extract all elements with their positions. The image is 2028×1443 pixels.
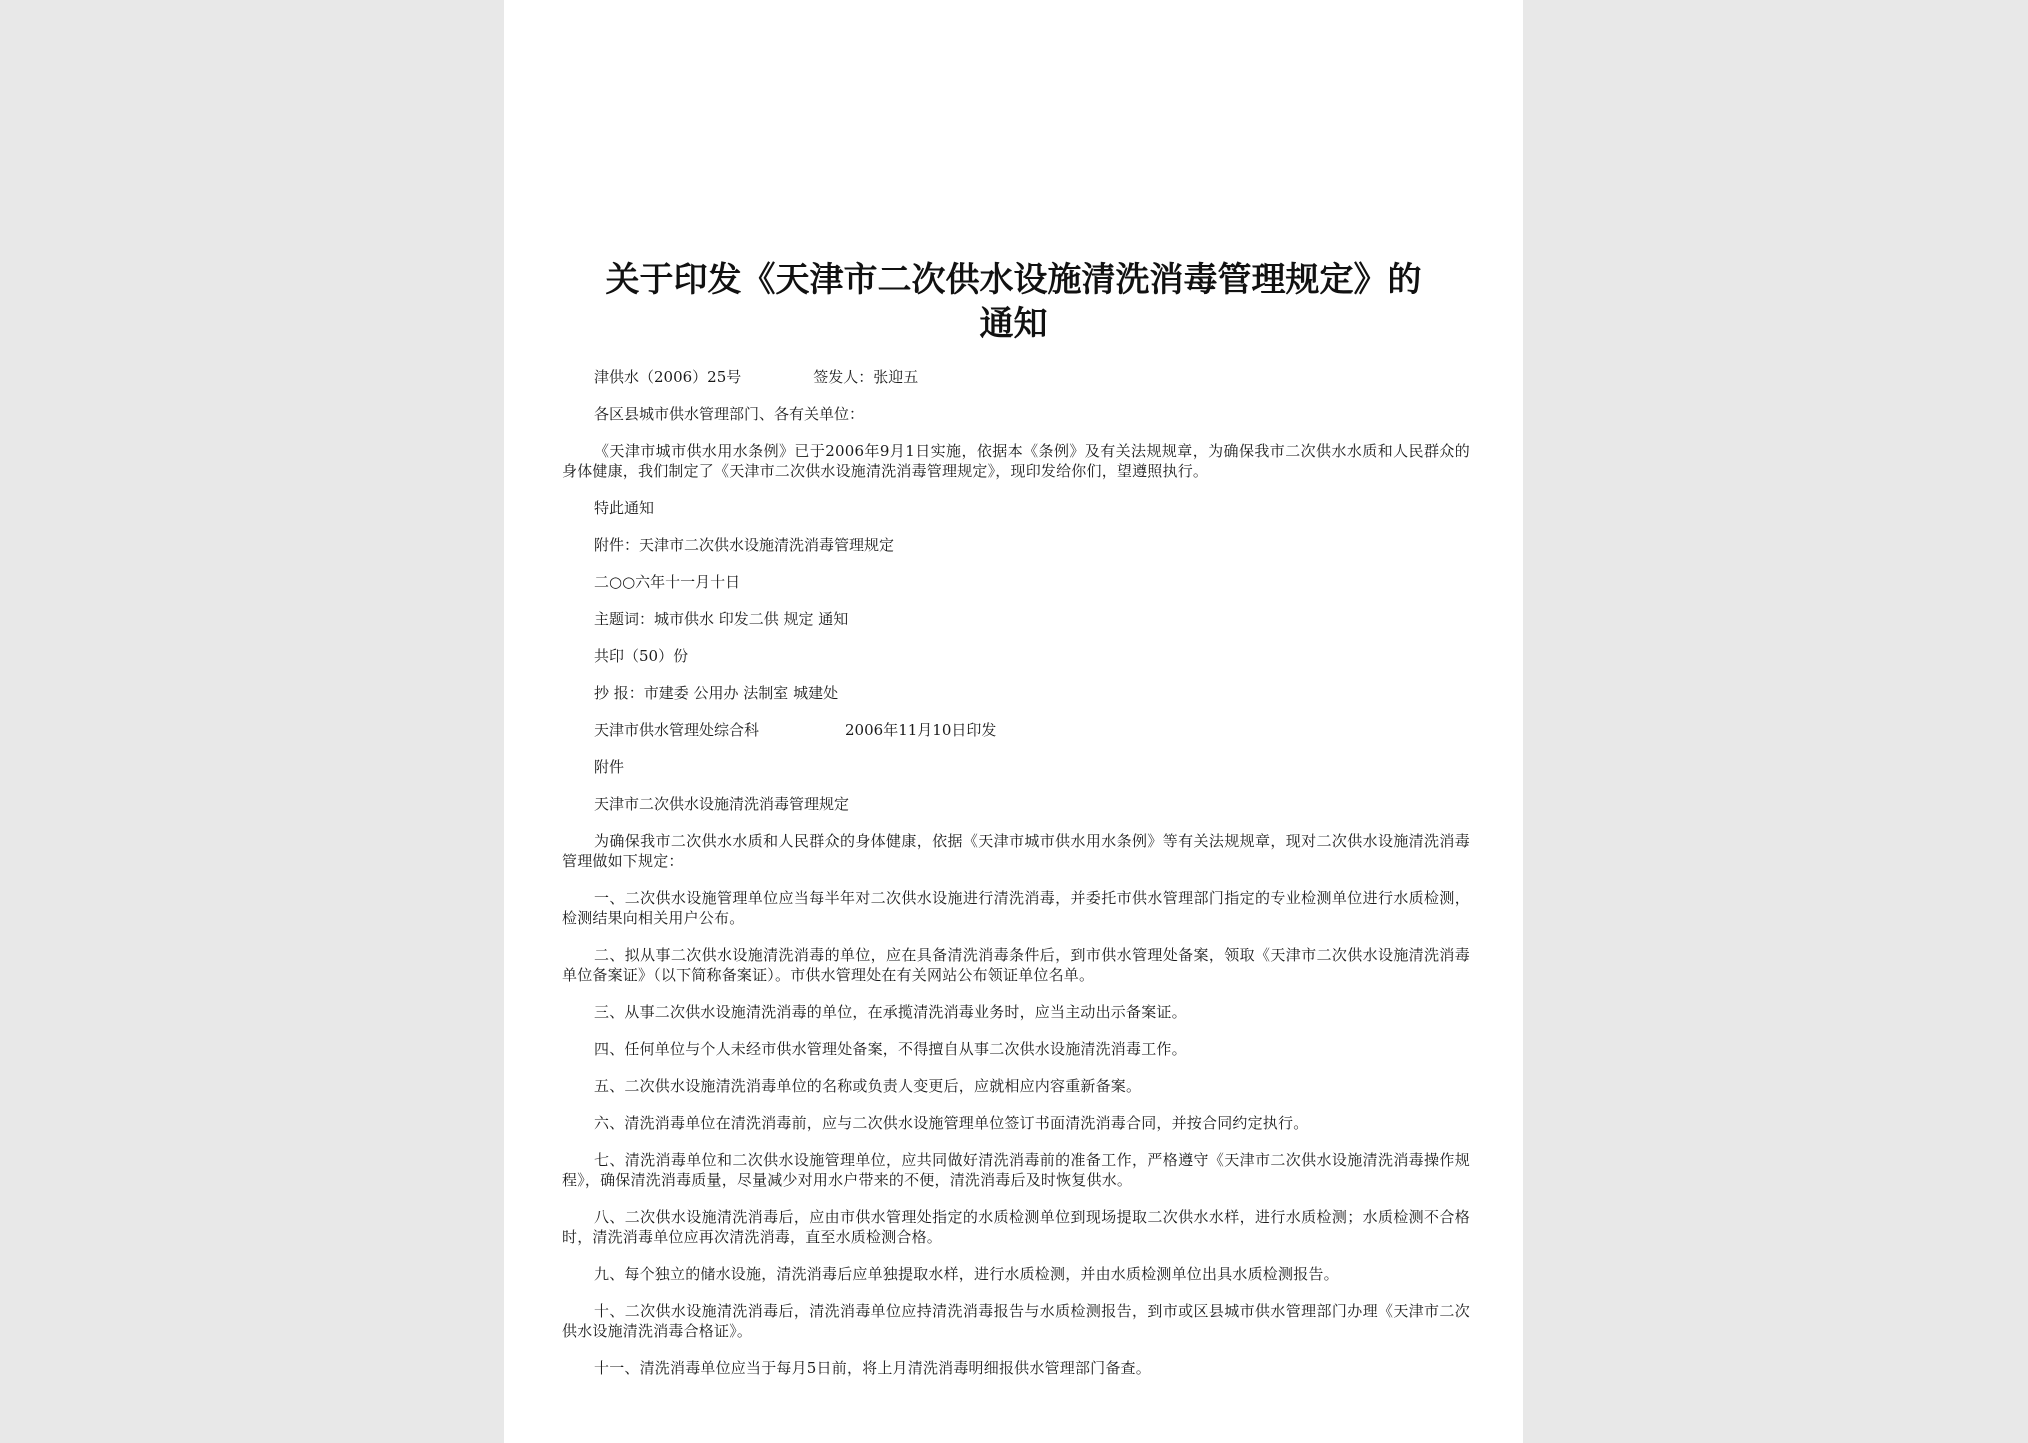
article-11: 十一、清洗消毒单位应当于每月5日前，将上月清洗消毒明细报供水管理部门备查。 [594,1359,1151,1377]
signer: 签发人：张迎五 [813,368,919,386]
document-page [504,0,1523,1443]
doc-number-line [562,367,1470,387]
document-title [544,258,1483,346]
intro-paragraph: 《天津市城市供水用水条例》已于2006年9月1日实施，依据本《条例》及有关法规规章，为确保我市二次供水水质和人民群众的身体健康，我们制定了《天津市二次供水设施清洗消毒管理规定》，现印发给你们，望遵照执行。 [562,442,1470,480]
regulation-title: 天津市二次供水设施清洗消毒管理规定 [594,795,850,813]
article-2: 二、拟从事二次供水设施清洗消毒的单位，应在具备清洗消毒条件后，到市供水管理处备案，领取《天津市二次供水设施清洗消毒单位备案证》（以下简称备案证）。市供水管理处在有关网站公布领证单位名单。 [562,946,1470,984]
article-5: 五、二次供水设施清洗消毒单位的名称或负责人变更后，应就相应内容重新备案。 [594,1077,1142,1095]
recipients: 各区县城市供水管理部门、各有关单位： [594,405,865,423]
article-6: 六、清洗消毒单位在清洗消毒前，应与二次供水设施管理单位签订书面清洗消毒合同，并按合同约定执行。 [594,1114,1309,1132]
notice: 特此通知 [594,499,655,517]
article-10: 十、二次供水设施清洗消毒后，清洗消毒单位应持清洗消毒报告与水质检测报告，到市或区县城市供水管理部门办理《天津市二次供水设施清洗消毒合格证》。 [562,1302,1470,1340]
article-8: 八、二次供水设施清洗消毒后，应由市供水管理处指定的水质检测单位到现场提取二次供水水样，进行水质检测；水质检测不合格时，清洗消毒单位应再次清洗消毒，直至水质检测合格。 [562,1208,1470,1246]
article-3: 三、从事二次供水设施清洗消毒的单位，在承揽清洗消毒业务时，应当主动出示备案证。 [594,1003,1187,1021]
issue-date: 2006年11月10日印发 [845,721,997,739]
document-body [562,367,1470,1395]
issuer: 天津市供水管理处综合科 [594,721,760,739]
attachment-note: 附件：天津市二次供水设施清洗消毒管理规定 [594,536,895,554]
article-1: 一、二次供水设施管理单位应当每半年对二次供水设施进行清洗消毒，并委托市供水管理部门指定的专业检测单位进行水质检测，检测结果向相关用户公布。 [562,889,1470,927]
date: 二○○六年十一月十日 [594,573,741,591]
copies: 共印（50）份 [594,647,689,665]
title-line-1: 关于印发《天津市二次供水设施清洗消毒管理规定》的 [605,260,1422,300]
article-7: 七、清洗消毒单位和二次供水设施管理单位，应共同做好清洗消毒前的准备工作，严格遵守《天津市二次供水设施清洗消毒操作规程》，确保清洗消毒质量，尽量减少对用水户带来的不便，清洗消毒后及时恢复供水。 [562,1151,1470,1189]
keywords: 主题词：城市供水 印发二供 规定 通知 [594,610,849,628]
doc-number: 津供水（2006）25号 [594,368,742,386]
regulation-intro: 为确保我市二次供水水质和人民群众的身体健康，依据《天津市城市供水用水条例》等有关法规规章，现对二次供水设施清洗消毒管理做如下规定： [562,832,1470,870]
article-4: 四、任何单位与个人未经市供水管理处备案，不得擅自从事二次供水设施清洗消毒工作。 [594,1040,1187,1058]
cc-line: 抄 报：市建委 公用办 法制室 城建处 [594,684,839,702]
article-9: 九、每个独立的储水设施，清洗消毒后应单独提取水样，进行水质检测，并由水质检测单位出具水质检测报告。 [594,1265,1339,1283]
title-line-2: 通知 [979,304,1048,344]
issuer-line [562,720,1470,740]
attachment-heading: 附件 [594,758,625,776]
